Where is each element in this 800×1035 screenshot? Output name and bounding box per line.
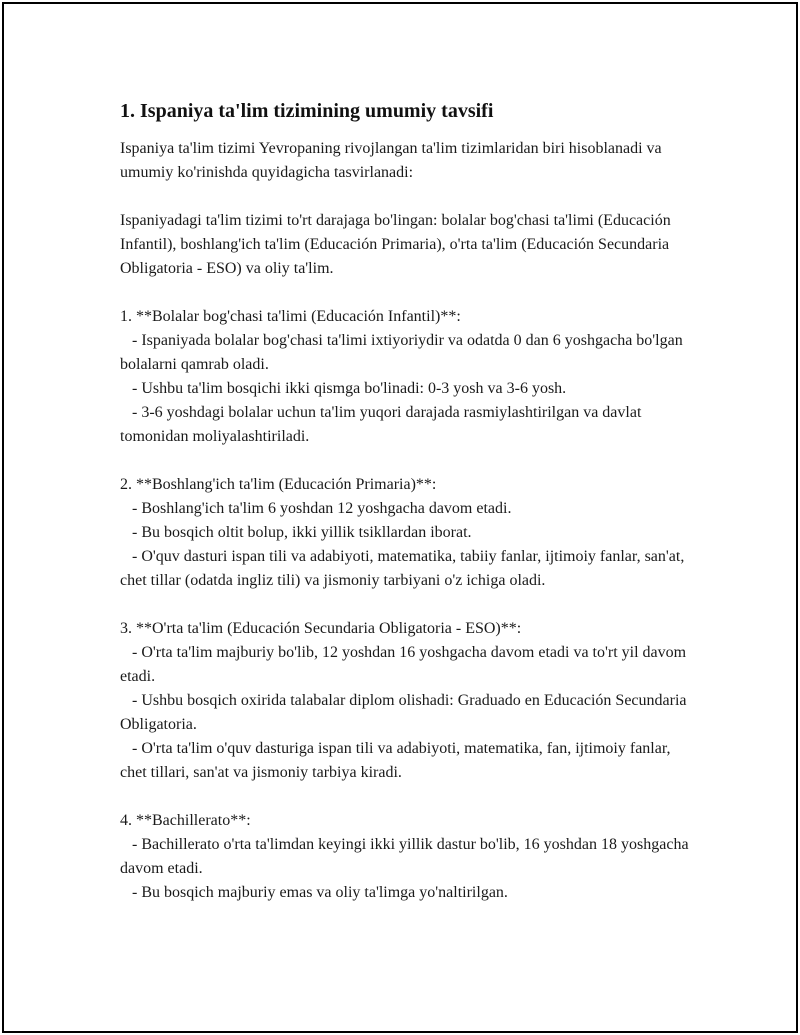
- section-bullet: - Boshlang'ich ta'lim 6 yoshdan 12 yoshgacha davom etadi.: [120, 500, 512, 517]
- page-title: 1. Ispaniya ta'lim tizimining umumiy tavsifi: [120, 100, 494, 122]
- section-bullet: - Ushbu bosqich oxirida talabalar diplom olishadi: Graduado en Educación Secundaria Obligatoria.: [120, 692, 691, 733]
- section-heading: 1. **Bolalar bog'chasi ta'limi (Educación Infantil)**:: [120, 308, 461, 325]
- section-bullet: - Bachillerato o'rta ta'limdan keyingi ikki yillik dastur bo'lib, 16 yoshdan 18 yoshgacha davom etadi.: [120, 836, 693, 877]
- section-heading: 4. **Bachillerato**:: [120, 812, 251, 829]
- section-bullet: - 3-6 yoshdagi bolalar uchun ta'lim yuqori darajada rasmiylashtirilgan va davlat tomonidan moliyalashtiriladi.: [120, 404, 646, 445]
- spacer: [120, 185, 700, 209]
- document-page: [2, 2, 798, 1033]
- section-bullet: - Ushbu ta'lim bosqichi ikki qismga bo'linadi: 0-3 yosh va 3-6 yosh.: [120, 380, 567, 397]
- intro-paragraph: Ispaniya ta'lim tizimi Yevropaning rivojlangan ta'lim tizimlaridan biri hisoblanadi va umumiy ko'rinishda quyidagicha tasvirlanadi:: [120, 140, 666, 181]
- spacer: [120, 449, 700, 473]
- section-bullet: - Bu bosqich majburiy emas va oliy ta'limga yo'naltirilgan.: [120, 884, 508, 901]
- section-bullet: - O'rta ta'lim o'quv dasturiga ispan tili va adabiyoti, matematika, fan, ijtimoiy fanlar, chet tillari, san'at va jismoniy tarbiya kiradi.: [120, 740, 675, 781]
- spacer: [120, 281, 700, 305]
- section-heading: 3. **O'rta ta'lim (Educación Secundaria Obligatoria - ESO)**:: [120, 620, 522, 637]
- section-primary: [120, 473, 700, 593]
- section-bullet: - O'rta ta'lim majburiy bo'lib, 12 yoshdan 16 yoshgacha davom etadi va to'rt yil davom etadi.: [120, 644, 691, 685]
- spacer: [120, 785, 700, 809]
- section-heading: 2. **Boshlang'ich ta'lim (Educación Primaria)**:: [120, 476, 437, 493]
- overview-paragraph: Ispaniyadagi ta'lim tizimi to'rt darajaga bo'lingan: bolalar bog'chasi ta'limi (Educación Infantil), boshlang'ich ta'lim (Educación Primaria), o'rta ta'lim (Educación Secundaria Obligatoria - ESO) va oliy ta'lim.: [120, 212, 675, 277]
- section-bullet: - Ispaniyada bolalar bog'chasi ta'limi ixtiyoriydir va odatda 0 dan 6 yoshgacha bo'lgan bolalarni qamrab oladi.: [120, 332, 687, 373]
- spacer: [120, 593, 700, 617]
- section-secondary: [120, 617, 700, 785]
- document-content: [120, 97, 700, 905]
- section-bachillerato: [120, 809, 700, 905]
- section-bullet: - O'quv dasturi ispan tili va adabiyoti, matematika, tabiiy fanlar, ijtimoiy fanlar, san'at, chet tillar (odatda ingliz tili) va jismoniy tarbiyani o'z ichiga oladi.: [120, 548, 689, 589]
- section-preschool: [120, 305, 700, 449]
- section-bullet: - Bu bosqich oltit bolup, ikki yillik tsikllardan iborat.: [120, 524, 472, 541]
